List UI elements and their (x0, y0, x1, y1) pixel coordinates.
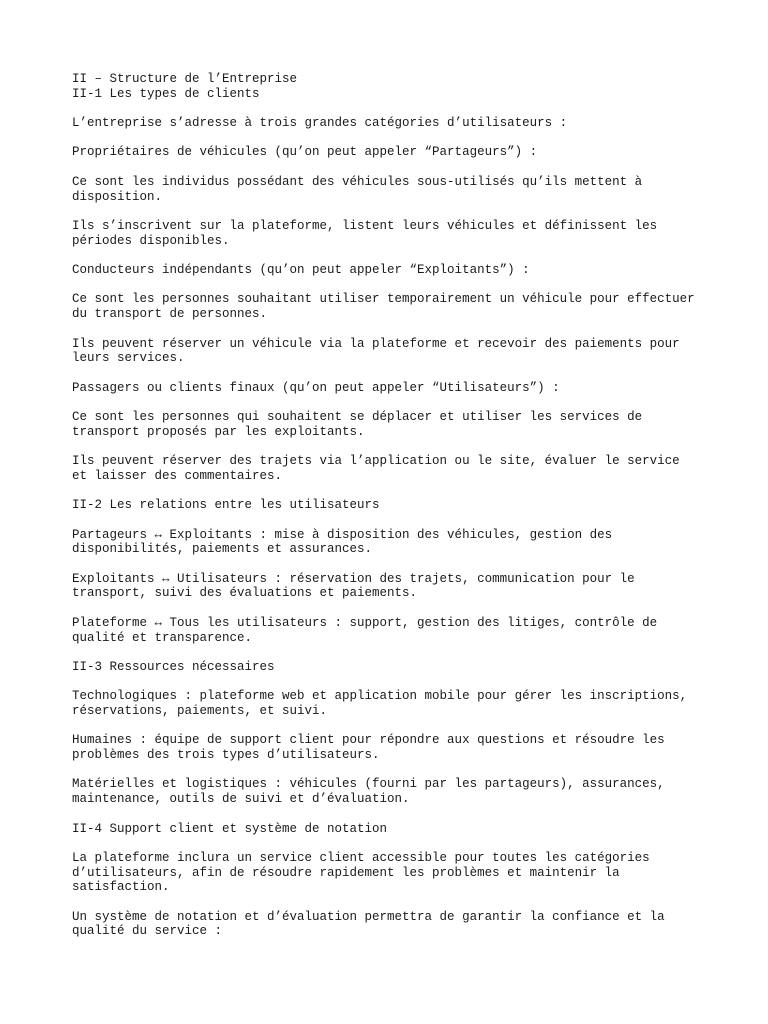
owners-paragraph-2: Ils s’inscrivent sur la plateforme, listent leurs véhicules et définissent les périodes disponibles. (72, 218, 658, 248)
relation-paragraph-2: Exploitants ↔ Utilisateurs : réservation des trajets, communication pour le transport, suivi des évaluations et paiements. (72, 571, 635, 601)
subsection-heading-relations: II-2 Les relations entre les utilisateurs (72, 498, 380, 513)
passengers-title: Passagers ou clients finaux (qu’on peut appeler “Utilisateurs”) : (72, 380, 560, 395)
subsection-heading-resources: II-3 Ressources nécessaires (72, 659, 275, 674)
subsection-heading-support: II-4 Support client et système de notation (72, 821, 388, 836)
owners-title: Propriétaires de véhicules (qu’on peut appeler “Partageurs”) : (72, 145, 538, 160)
passengers-paragraph-1: Ce sont les personnes qui souhaitent se déplacer et utiliser les services de transport proposés par les exploitants. (72, 410, 643, 439)
drivers-paragraph-1: Ce sont les personnes souhaitant utiliser temporairement un véhicule pour effectuer du transport de personnes. (72, 292, 695, 322)
drivers-title: Conducteurs indépendants (qu’on peut appeler “Exploitants”) : (72, 263, 530, 278)
drivers-paragraph-2: Ils peuvent réserver un véhicule via la plateforme et recevoir des paiements pour leurs services. (72, 336, 680, 366)
relation-paragraph-1: Partageurs ↔ Exploitants : mise à disposition des véhicules, gestion des disponibilités, paiements et assurances. (72, 527, 613, 557)
support-paragraph-1: La plateforme inclura un service client accessible pour toutes les catégories d’utilisateurs, afin de résoudre rapidement les problèmes et maintenir la satisfaction. (72, 850, 650, 895)
relation-paragraph-3: Plateforme ↔ Tous les utilisateurs : support, gestion des litiges, contrôle de qualité et transparence. (72, 615, 658, 645)
intro-paragraph: L’entreprise s’adresse à trois grandes catégories d’utilisateurs : (72, 116, 568, 131)
subsection-heading-client-types: II-1 Les types de clients (72, 86, 260, 101)
support-paragraph-2: Un système de notation et d’évaluation permettra de garantir la confiance et la qualité du service : (72, 909, 665, 939)
owners-paragraph-1: Ce sont les individus possédant des véhicules sous-utilisés qu’ils mettent à disposition. (72, 174, 643, 204)
document-page (72, 72, 702, 954)
resource-paragraph-2: Humaines : équipe de support client pour répondre aux questions et résoudre les problèmes des trois types d’utilisateurs. (72, 733, 665, 763)
passengers-paragraph-2: Ils peuvent réserver des trajets via l’application ou le site, évaluer le service et laisser des commentaires. (72, 454, 680, 483)
section-heading: II – Structure de l’Entreprise (72, 72, 298, 86)
resource-paragraph-1: Technologiques : plateforme web et application mobile pour gérer les inscriptions, réservations, paiements, et suivi. (72, 689, 688, 718)
resource-paragraph-3: Matérielles et logistiques : véhicules (fourni par les partageurs), assurances, maintenance, outils de suivi et d’évaluation. (72, 777, 665, 807)
